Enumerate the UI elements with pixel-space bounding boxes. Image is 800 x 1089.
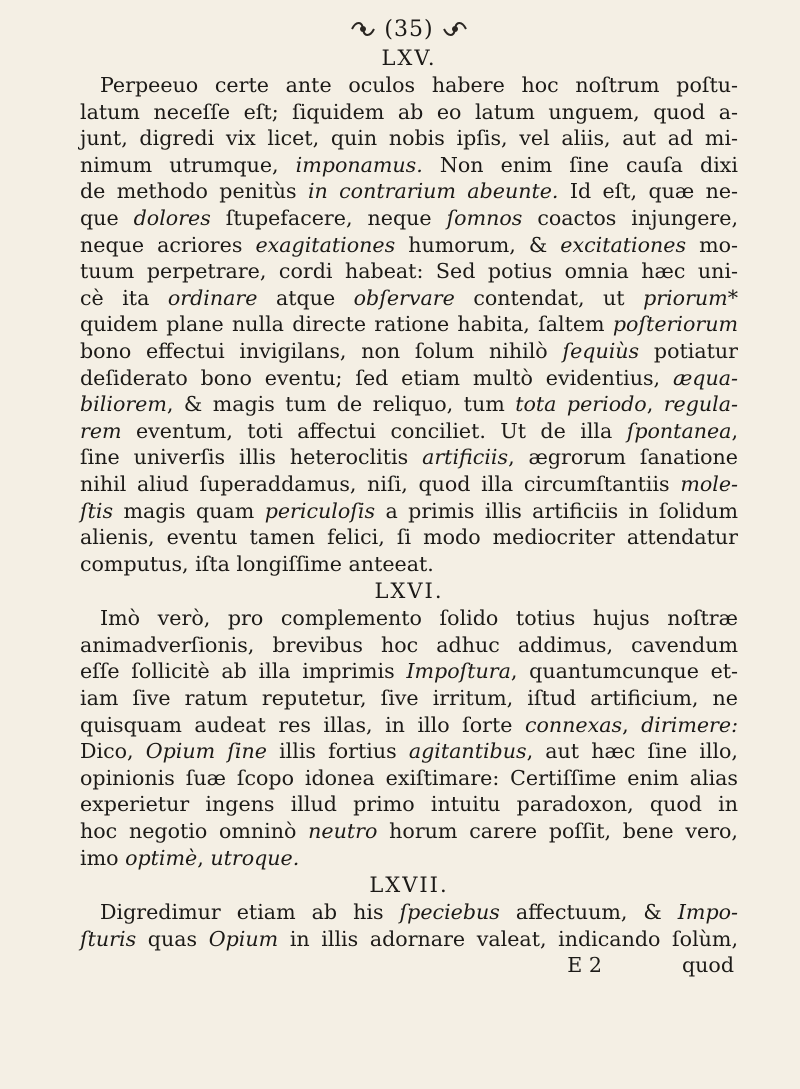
italic-phrase: dirimere: xyxy=(641,712,739,737)
text-line xyxy=(80,285,738,312)
text-run: deſiderato bono eventu; ſed etiam multò evidentius, xyxy=(80,365,673,390)
section-heading-lxv: LXV. xyxy=(381,46,437,70)
text-run: animadverſionis, brevibus hoc adhuc addimus, cavendum xyxy=(80,632,738,657)
text-run: nimum utrumque, xyxy=(80,152,296,177)
italic-phrase: Impoſtura xyxy=(406,659,511,684)
text-run: Id eſt, quæ ne- xyxy=(558,179,738,204)
text-line xyxy=(80,712,738,739)
text-run: eſſe ſollicitè ab illa imprimis xyxy=(80,659,407,684)
text-line xyxy=(80,205,738,232)
page-header xyxy=(80,14,738,44)
text-run: de methodo penitùs xyxy=(80,179,308,204)
text-run: , ægrorum ſanatione xyxy=(508,445,738,470)
text-run: neque acriores xyxy=(80,232,256,257)
section-heading-lxvii: LXVII. xyxy=(369,873,449,898)
italic-phrase: connexas xyxy=(524,712,623,737)
text-line xyxy=(80,845,738,872)
text-run: ſtupefacere, neque xyxy=(210,205,447,230)
italic-phrase: rem xyxy=(80,418,122,443)
italic-phrase: ſtis xyxy=(80,498,114,523)
text-line xyxy=(80,232,738,259)
text-run: cè ita xyxy=(80,285,168,310)
text-run: quidem plane nulla directe ratione habita, ſaltem xyxy=(80,312,613,337)
text-run: iam ſive ratum reputetur, ſive irritum, iſtud artificium, ne xyxy=(80,686,738,711)
text-run: eventum, toti affectui conciliet. Ut de illa xyxy=(121,418,627,443)
italic-phrase: artificiis xyxy=(422,445,509,470)
italic-phrase: Opium xyxy=(208,926,279,951)
italic-phrase: priorum* xyxy=(643,285,739,310)
italic-phrase: biliorem xyxy=(80,392,167,417)
text-run: experietur ingens illud primo intuitu paradoxon, quod in xyxy=(80,792,738,817)
text-run: , xyxy=(197,845,211,870)
text-line xyxy=(80,178,738,205)
italic-phrase: dolores xyxy=(133,205,211,230)
text-line xyxy=(80,926,738,953)
italic-phrase: æqua- xyxy=(672,365,738,390)
text-run: bono effectui invigilans, non ſolum nihilò xyxy=(80,338,563,363)
text-run: magis quam xyxy=(113,498,265,523)
text-run: Digredimur etiam ab his xyxy=(100,900,400,925)
italic-phrase: imponamus. xyxy=(295,152,423,177)
fleuron-right-icon xyxy=(442,19,468,39)
italic-phrase: ſpontanea xyxy=(626,418,732,443)
italic-phrase: neutro xyxy=(308,819,378,844)
text-line xyxy=(80,311,738,338)
text-line xyxy=(80,658,738,685)
text-line xyxy=(80,338,738,365)
text-run: nihil aliud ſuperaddamus, niſi, quod illa circumſtantiis xyxy=(80,471,681,496)
text-line xyxy=(80,899,738,926)
italic-phrase: ordinare xyxy=(167,285,258,310)
text-run: Imò verò, pro complemento ſolido totius hujus noſtræ xyxy=(100,606,738,631)
paragraph-lxv xyxy=(80,72,738,577)
text-run: alienis, eventu tamen felici, ſi modo mediocriter attendatur xyxy=(80,525,738,550)
text-run: ſine univerſis illis heteroclitis xyxy=(80,445,423,470)
text-run: Dico, xyxy=(80,739,146,764)
text-line xyxy=(80,152,738,179)
text-line xyxy=(80,391,738,418)
italic-phrase: ſturis xyxy=(80,926,137,951)
italic-phrase: optimè xyxy=(125,845,198,870)
text-run: humorum, & xyxy=(395,232,561,257)
text-line xyxy=(80,258,738,285)
text-run: atque xyxy=(257,285,354,310)
text-line xyxy=(80,418,738,445)
text-run: , quantumcunque et- xyxy=(510,659,738,684)
italic-phrase: ſomnos xyxy=(446,205,523,230)
section-heading-lxvi: LXVI. xyxy=(374,579,444,604)
text-line xyxy=(80,498,738,525)
text-run: , xyxy=(646,392,664,417)
page-number: (35) xyxy=(384,16,434,42)
text-line xyxy=(80,125,738,152)
text-run: quisquam audeat res illas, in illo ſorte xyxy=(80,712,525,737)
italic-phrase: excitationes xyxy=(560,232,687,257)
text-run: hoc negotio omninò xyxy=(80,819,309,844)
text-run: a primis illis artificiis in ſolidum xyxy=(375,498,738,523)
text-run: , xyxy=(731,418,738,443)
fleuron-left-icon xyxy=(350,19,376,39)
text-run: quas xyxy=(136,926,209,951)
text-run: computus, iſta longiſſime anteeat. xyxy=(80,551,434,576)
italic-phrase: mole- xyxy=(680,471,738,496)
text-line xyxy=(80,765,738,792)
text-line xyxy=(80,99,738,126)
paragraph-lxvii xyxy=(80,899,738,952)
text-line xyxy=(80,524,738,551)
text-run: opinionis ſuæ ſcopo idonea exiſtimare: Certiſſime enim alias xyxy=(80,765,738,790)
catchword: quod xyxy=(681,953,734,978)
text-run: mo- xyxy=(686,232,739,257)
text-run: contendat, ut xyxy=(454,285,644,310)
italic-phrase: Impo- xyxy=(677,900,738,925)
page-footer xyxy=(80,952,738,978)
text-line xyxy=(80,72,738,99)
text-run: , aut hæc ſine illo, xyxy=(526,739,738,764)
text-run: potiatur xyxy=(639,338,738,363)
text-run: , & magis tum de reliquo, tum xyxy=(166,392,516,417)
text-run: latum neceſſe eſt; ſiquidem ab eo latum unguem, quod a- xyxy=(80,99,738,124)
text-line xyxy=(80,738,738,765)
text-run: Perpeeuo certe ante oculos habere hoc noſtrum poſtu- xyxy=(100,73,738,97)
italic-phrase: Opium ſine xyxy=(145,739,267,764)
text-run: in illis adornare valeat, indicando ſolùm, xyxy=(278,926,739,951)
text-run: coactos injungere, xyxy=(522,205,739,230)
italic-phrase: tota periodo xyxy=(515,392,647,417)
italic-phrase: ſpeciebus xyxy=(399,900,500,925)
italic-phrase: utroque. xyxy=(210,845,300,870)
italic-phrase: exagitationes xyxy=(255,232,396,257)
text-run: imo xyxy=(80,845,126,870)
paragraph-lxvi xyxy=(80,605,738,871)
text-run: tuum perpetrare, cordi habeat: Sed potius omnia hæc uni- xyxy=(80,259,738,284)
text-line xyxy=(80,551,738,578)
italic-phrase: in contrarium abeunte. xyxy=(307,179,559,204)
italic-phrase: regula- xyxy=(663,392,739,417)
text-run: junt, digredi vix licet, quin nobis ipſis, vel aliis, aut ad mi- xyxy=(80,126,738,151)
italic-phrase: poſteriorum xyxy=(612,312,738,337)
text-run: illis fortius xyxy=(266,739,409,764)
text-line xyxy=(80,685,738,712)
text-line xyxy=(80,471,738,498)
text-run: que xyxy=(80,205,134,230)
text-line xyxy=(80,444,738,471)
text-line xyxy=(80,632,738,659)
italic-phrase: periculoſis xyxy=(264,498,376,523)
italic-phrase: ſequiùs xyxy=(562,338,640,363)
text-run: affectuum, & xyxy=(499,900,678,925)
text-line xyxy=(80,791,738,818)
text-line xyxy=(80,365,738,392)
text-line xyxy=(80,605,738,632)
signature-mark: E 2 xyxy=(567,953,602,978)
text-line xyxy=(80,818,738,845)
text-run: , xyxy=(622,712,642,737)
text-run: horum carere poſſit, bene vero, xyxy=(377,819,738,844)
italic-phrase: obſervare xyxy=(353,285,455,310)
text-run: Non enim ſine cauſa dixi xyxy=(422,152,738,177)
italic-phrase: agitantibus xyxy=(408,739,527,764)
